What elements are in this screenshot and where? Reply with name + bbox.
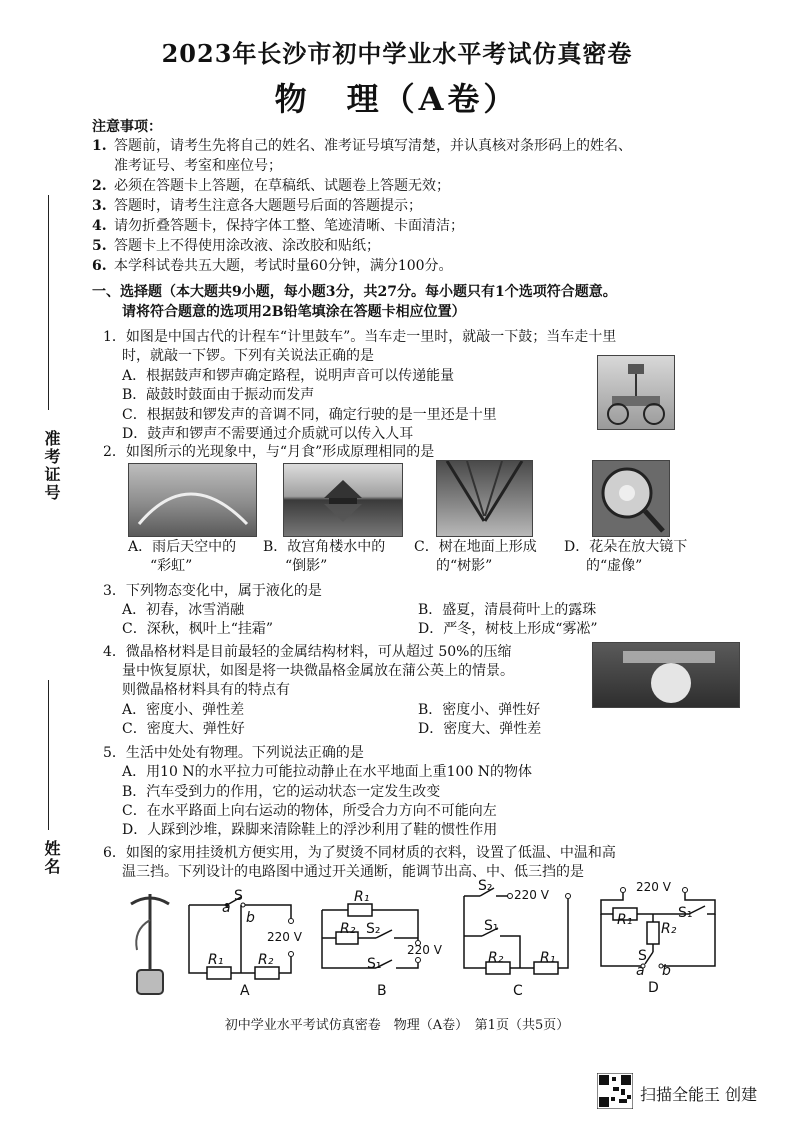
- q1-option-d: D．鼓声和锣声不需要通过介质就可以传入人耳: [122, 426, 414, 442]
- q5-option-c: C．在水平路面上向右运动的物体，所受合力方向不可能向左: [122, 803, 497, 819]
- q5-option-d: D．人踩到沙堆，跺脚来清除鞋上的浮沙利用了鞋的惯性作用: [122, 822, 498, 838]
- circuit-b-s1-label: S₁: [367, 956, 382, 972]
- q1-option-c: C．根据鼓和锣发声的音调不同，确定行驶的是一里还是十里: [122, 407, 497, 423]
- exam-id-label: 准考证号: [42, 430, 61, 502]
- exam-id-line: [48, 195, 49, 410]
- circuit-d-label: D: [648, 980, 659, 996]
- circuit-d-a: a: [636, 963, 645, 979]
- q3-option-b: B．盛夏，清晨荷叶上的露珠: [418, 602, 597, 618]
- q4-option-b: B．密度小、弹性好: [418, 702, 541, 718]
- circuit-a-r1-label: R₁: [208, 952, 224, 968]
- q5-stem: 5．生活中处处有物理。下列说法正确的是: [103, 745, 364, 761]
- tree-shadow-photo: [436, 460, 533, 537]
- q4-option-c: C．密度大、弹性好: [122, 721, 245, 737]
- q6-stem-cont: 温三挡。下列设计的电路图中通过开关通断，能调节出高、中、低三挡的是: [122, 864, 584, 880]
- q5-option-a: A．用10 N的水平拉力可能拉动静止在水平地面上重100 N的物体: [122, 764, 533, 780]
- scanner-watermark: 扫描全能王 创建: [640, 1085, 758, 1104]
- circuit-a-voltage: 220 V: [267, 930, 302, 944]
- circuit-d-s-label: S: [638, 948, 647, 964]
- q1-option-a: A．根据鼓声和锣声确定路程，说明声音可以传递能量: [122, 368, 455, 384]
- circuit-c-r1-label: R₁: [540, 950, 556, 966]
- q1-stem-cont: 时，就敲一下锣。下列有关说法正确的是: [122, 348, 374, 364]
- q2-option-c: C．树在地面上形成: [414, 539, 537, 555]
- circuit-b: [318, 888, 446, 988]
- q4-stem: 4．微晶格材料是目前最轻的金属结构材料，可从超过 50%的压缩: [103, 644, 512, 660]
- q2-option-a: A．雨后天空中的: [128, 539, 237, 555]
- name-label: 姓名: [42, 840, 61, 876]
- q4-option-d: D．密度大、弹性差: [418, 721, 542, 737]
- circuit-b-r1: [348, 904, 372, 916]
- circuit-d-voltage: 220 V: [636, 880, 671, 894]
- circuit-a-b: b: [246, 910, 255, 926]
- circuit-b-r1-label: R₁: [354, 889, 370, 905]
- q2-option-d: D．花朵在放大镜下: [564, 539, 688, 555]
- q1-option-b: B．敲鼓时鼓面由于振动而发声: [122, 387, 315, 403]
- tree-shadow-sketch: [437, 461, 532, 536]
- magnifier-photo: [592, 460, 670, 537]
- circuit-d-b: b: [662, 963, 671, 979]
- q4-stem-cont-2: 则微晶格材料具有的特点有: [122, 682, 290, 698]
- garment-steamer-drawing: [125, 890, 175, 1002]
- circuit-b-label: B: [377, 983, 387, 999]
- notice-item-1-cont: 准考证号、考室和座位号；: [114, 158, 282, 174]
- q2-option-b: B．故宫角楼水中的: [263, 539, 386, 555]
- circuit-c-s1-label: S₁: [484, 918, 499, 934]
- circuit-c-s2-label: S₂: [478, 878, 493, 894]
- q4-option-a: A．密度小、弹性差: [122, 702, 245, 718]
- circuit-a-r2-label: R₂: [258, 952, 274, 968]
- q2-option-a-cont: “彩虹”: [150, 558, 193, 574]
- q2-option-c-cont: 的“树影”: [436, 558, 493, 574]
- circuit-b-r2-label: R₂: [340, 921, 356, 937]
- page-footer: 初中学业水平考试仿真密卷 物理（A卷） 第1页（共5页）: [224, 1018, 570, 1033]
- circuit-c-label: C: [513, 983, 523, 999]
- notice-heading: 注意事项：: [92, 119, 162, 135]
- q4-stem-cont: 量中恢复原状，如图是将一块微晶格金属放在蒲公英上的情景。: [122, 663, 514, 679]
- circuit-a-s: S: [234, 888, 243, 904]
- q2-option-d-cont: 的“虚像”: [586, 558, 643, 574]
- circuit-a-a: a: [222, 900, 231, 916]
- q3-option-d: D．严冬，树枝上形成“雾凇”: [418, 621, 598, 637]
- circuit-d-r2: [647, 922, 659, 944]
- magnifier-sketch: [593, 461, 669, 536]
- notice-item-4: 4. 请勿折叠答题卡，保持字体工整、笔迹清晰、卡面清洁；: [92, 218, 464, 234]
- q6-stem: 6．如图的家用挂烫机方便实用，为了熨烫不同材质的衣料，设置了低温、中温和高: [103, 845, 616, 861]
- circuit-a-r2: [255, 967, 279, 979]
- circuit-b-voltage: 220 V: [407, 943, 442, 957]
- dandelion-sketch: [593, 643, 739, 707]
- circuit-c-r2-label: R₂: [488, 950, 504, 966]
- drum-cart-sketch: [598, 356, 674, 429]
- page-title: 2023年长沙市初中学业水平考试仿真密卷: [161, 39, 633, 68]
- circuit-b-s2-label: S₂: [366, 921, 381, 937]
- circuit-d-s1-label: S₁: [678, 905, 693, 921]
- q3-stem: 3．下列物态变化中，属于液化的是: [103, 583, 322, 599]
- circuit-c-voltage: 220 V: [514, 888, 549, 902]
- qr-code-icon: [597, 1073, 633, 1109]
- section-1-instruction: 请将符合题意的选项用2B铅笔填涂在答题卡相应位置）: [122, 304, 466, 320]
- q2-stem: 2．如图所示的光现象中，与“月食”形成原理相同的是: [103, 444, 435, 460]
- drum-cart-photo: [597, 355, 675, 430]
- notice-item-2: 2. 必须在答题卡上答题，在草稿纸、试题卷上答题无效；: [92, 178, 450, 194]
- circuit-d: [593, 882, 723, 982]
- section-1-heading: 一、选择题（本大题共9小题，每小题3分，共27分。每小题只有1个选项符合题意。: [92, 284, 617, 300]
- notice-item-6: 6. 本学科试卷共五大题，考试时量60分钟，满分100分。: [92, 258, 453, 274]
- notice-item-5: 5. 答题卡上不得使用涂改液、涂改胶和贴纸；: [92, 238, 380, 254]
- palace-reflection-photo: [283, 463, 403, 537]
- q2-option-b-cont: “倒影”: [285, 558, 328, 574]
- circuit-d-r1-label: R₁: [617, 912, 633, 928]
- notice-item-1: 1. 答题前，请考生先将自己的姓名、准考证号填写清楚，并认真核对条形码上的姓名、: [92, 138, 632, 154]
- q3-option-c: C．深秋，枫叶上“挂霜”: [122, 621, 274, 637]
- circuit-a-label: A: [240, 983, 250, 999]
- notice-item-3: 3. 答题时，请考生注意各大题题号后面的答题提示；: [92, 198, 422, 214]
- circuit-d-r2-label: R₂: [661, 921, 677, 937]
- rainbow-photo: [128, 463, 257, 537]
- microlattice-photo: [592, 642, 740, 708]
- name-line: [48, 680, 49, 830]
- rainbow-sketch: [129, 464, 256, 536]
- q1-stem: 1．如图是中国古代的计程车“计里鼓车”。当车走一里时，就敲一下鼓；当车走十里: [103, 329, 617, 345]
- q5-option-b: B．汽车受到力的作用，它的运动状态一定发生改变: [122, 784, 441, 800]
- circuit-a-r1: [207, 967, 231, 979]
- subject-title: 物 理（A卷）: [274, 80, 520, 118]
- palace-sketch: [284, 464, 402, 536]
- q3-option-a: A．初春，冰雪消融: [122, 602, 245, 618]
